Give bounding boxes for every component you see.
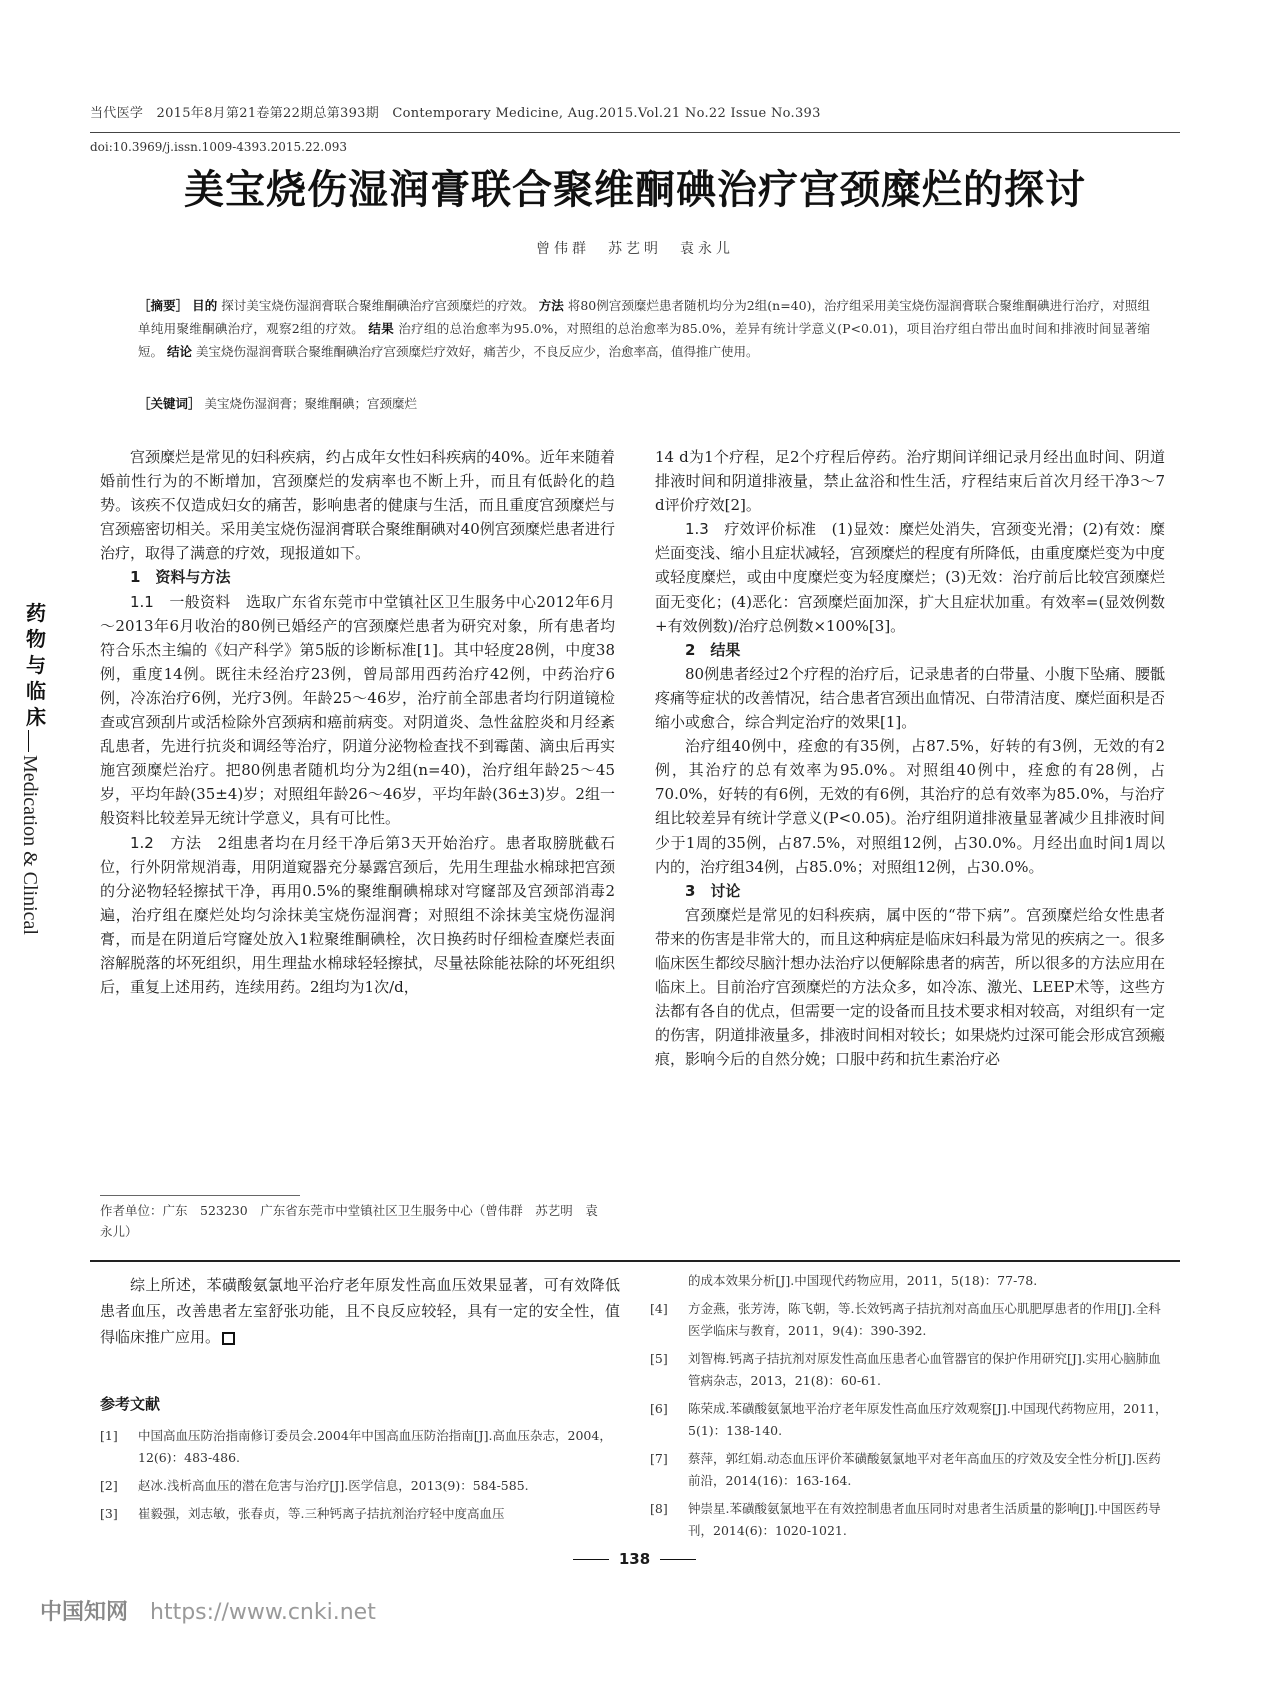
results-text: 治疗组的总治愈率为95.0%，对照组的总治愈率为85.0%，差异有统计学意义(P<0.01)，项目治疗组白带出血时间和排液时间显著缩短。 — [138, 321, 1150, 359]
subsection-1-3: 1.3 疗效评价标准 (1)显效：糜烂处消失，宫颈变光滑；(2)有效：糜烂面变浅、缩小且症状减轻，宫颈糜烂的程度有所降低，由重度糜烂变为中度或轻度糜烂，或由中度糜烂变为轻度糜烂；(3)无效：治疗前后比较宫颈糜烂面无变化；(4)恶化：宫颈糜烂面加深，扩大且症状加重。有效率=(显效例数+有效例数)/治疗总例数×100%[3]。 — [655, 520, 1166, 635]
reference-number: [8] — [650, 1501, 668, 1516]
right-column — [655, 445, 1165, 1071]
subsection-label: 1.1 一般资料 — [130, 592, 231, 611]
reference-number: [2] — [100, 1478, 118, 1493]
reference-number: [1] — [100, 1428, 118, 1443]
section-heading-1: 1 资料与方法 — [130, 568, 231, 587]
reference-text: 的成本效果分析[J].中国现代药物应用，2011，5(18)：77-78. — [688, 1273, 1038, 1288]
reference-number: [3] — [100, 1506, 118, 1521]
reference-item — [650, 1270, 1170, 1292]
reference-text: 方金燕，张芳涛，陈飞朝，等.长效钙离子拮抗剂对高血压心肌肥厚患者的作用[J].全科医学临床与教育，2011，9(4)：390-392. — [688, 1301, 1161, 1338]
reference-item — [100, 1475, 620, 1497]
methods-label: 方法 — [538, 298, 564, 313]
reference-text: 钟崇星.苯磺酸氨氯地平在有效控制患者血压同时对患者生活质量的影响[J].中国医药导刊，2014(6)：1020-1021. — [688, 1501, 1161, 1538]
reference-number: [6] — [650, 1401, 668, 1416]
header-rule — [90, 132, 1180, 133]
subsection-1-2: 1.2 方法 2组患者均在月经干净后第3天开始治疗。患者取膀胱截石位，行外阴常规消毒，用阴道窥器充分暴露宫颈后，先用生理盐水棉球把宫颈的分泌物轻轻擦拭干净，再用0.5%的聚维酮碘棉球对穹窿部及宫颈部消毒2遍，治疗组在糜烂处均匀涂抹美宝烧伤湿润膏；对照组不涂抹美宝烧伤湿润膏，而是在阴道后穹窿处放入1粒聚维酮碘栓，次日换药时仔细检查糜烂表面溶解脱落的坏死组织，用生理盐水棉球轻轻擦拭，尽量祛除能祛除的坏死组织后，重复上述用药，连续用药。2组均为1次/d， — [100, 833, 615, 997]
results-label: 结果 — [368, 321, 395, 336]
reference-number: [4] — [650, 1301, 668, 1316]
methods-text: 将80例宫颈糜烂患者随机均分为2组(n=40)，治疗组采用美宝烧伤湿润膏联合聚维酮碘进行治疗，对照组单纯用聚维酮碘治疗，观察2组的疗效。 — [138, 298, 1150, 336]
article-separator — [90, 1260, 1180, 1262]
conclusion-text: 美宝烧伤湿润膏联合聚维酮碘治疗宫颈糜烂疗效好，痛苦少，不良反应少，治愈率高，值得推广使用。 — [196, 344, 759, 359]
reference-text: 蔡萍，郭红娟.动态血压评价苯磺酸氨氯地平对老年高血压的疗效及安全性分析[J].医药前沿，2014(16)：163-164. — [688, 1451, 1161, 1488]
reference-number: [5] — [650, 1351, 668, 1366]
page-number: 138 — [0, 1550, 1269, 1568]
end-mark-icon — [222, 1332, 235, 1345]
doi: doi:10.3969/j.issn.1009-4393.2015.22.093 — [90, 140, 347, 154]
references-heading: 参考文献 — [100, 1395, 161, 1413]
references-right — [650, 1270, 1170, 1548]
results-paragraph-2: 治疗组40例中，痊愈的有35例，占87.5%，好转的有3例，无效的有2例，其治疗的总有效率为95.0%。对照组40例中，痊愈的有28例，占70.0%，好转的有6例，无效的有6例，其治疗的总有效率为85.0%，与治疗组比较差异有统计学意义(P<0.05)。治疗组阴道排液量显著减少且排液时间少于1周的35例，占87.5%，对照组12例，占30.0%。月经出血时间1周以内的，治疗组34例，占85.0%；对照组12例，占30.0%。 — [655, 737, 1165, 876]
continued-paragraph: 14 d为1个疗程，足2个疗程后停药。治疗期间详细记录月经出血时间、阴道排液时间和阴道排液量，禁止盆浴和性生活，疗程结束后首次月经干净3～7 d评价疗效[2]。 — [655, 448, 1165, 515]
subsection-label: 1.3 疗效评价标准 — [685, 520, 817, 539]
reference-number — [650, 1270, 688, 1292]
abstract-label: ［摘要］ — [138, 298, 189, 313]
reference-item — [650, 1298, 1170, 1342]
purpose-text: 探讨美宝烧伤湿润膏联合聚维酮碘治疗宫颈糜烂的疗效。 — [221, 298, 535, 313]
discussion-paragraph: 宫颈糜烂是常见的妇科疾病，属中医的“带下病”。宫颈糜烂给女性患者带来的伤害是非常大的，而且这种病症是临床妇科最为常见的疾病之一。很多临床医生都绞尽脑汁想办法治疗以便解除患者的病苦，所以很多的方法应用在临床上。目前治疗宫颈糜烂的方法众多，如冷冻、激光、LEEP术等，这些方法都有各自的优点，但需要一定的设备而且技术要求相对较高，对组织有一定的伤害，阴道排液量多，排液时间相对较长；如果烧灼过深可能会形成宫颈瘢痕，影响今后的自然分娩；口服中药和抗生素治疗必 — [655, 905, 1166, 1069]
cnki-url: https://www.cnki.net — [150, 1600, 376, 1625]
keywords-label: ［关键词］ — [138, 396, 201, 411]
side-divider — [28, 730, 29, 752]
reference-text: 崔毅强，刘志敏，张春贞，等.三种钙离子拮抗剂治疗轻中度高血压 — [138, 1506, 505, 1521]
reference-text: 刘智梅.钙离子拮抗剂对原发性高血压患者心血管器官的保护作用研究[J].实用心脑肺血管病杂志，2013，21(8)：60-61. — [688, 1351, 1161, 1388]
journal-header: 当代医学 2015年8月第21卷第22期总第393期 Contemporary Medicine, Aug.2015.Vol.21 No.22 Issue No.393 — [90, 106, 821, 121]
footnote-rule — [100, 1195, 300, 1196]
reference-item — [650, 1498, 1170, 1542]
left-column — [100, 445, 615, 999]
reference-item — [650, 1448, 1170, 1492]
purpose-label: 目的 — [192, 298, 218, 313]
reference-item — [650, 1398, 1170, 1442]
conclusion-label: 结论 — [167, 344, 193, 359]
reference-item — [100, 1503, 620, 1525]
reference-item — [650, 1348, 1170, 1392]
prev-article-conclusion: 综上所述，苯磺酸氨氯地平治疗老年原发性高血压效果显著，可有效降低患者血压，改善患者左室舒张功能，且不良反应较轻，具有一定的安全性，值得临床推广应用。 — [100, 1276, 620, 1346]
reference-item — [100, 1425, 620, 1469]
intro-paragraph: 宫颈糜烂是常见的妇科疾病，约占成年女性妇科疾病的40%。近年来随着婚前性行为的不断增加，宫颈糜烂的发病率也不断上升，而且有低龄化的趋势。该疾不仅造成妇女的痛苦，影响患者的健康与生活，而且重度宫颈糜烂与宫颈癌密切相关。采用美宝烧伤湿润膏联合聚维酮碘对40例宫颈糜烂患者进行治疗，取得了满意的疗效，现报道如下。 — [100, 448, 615, 563]
author-affiliation: 作者单位：广东 523230 广东省东莞市中堂镇社区卫生服务中心（曾伟群 苏艺明 袁永儿） — [100, 1203, 598, 1239]
subsection-1-1: 1.1 一般资料 选取广东省东莞市中堂镇社区卫生服务中心2012年6月～2013年6月收治的80例已婚经产的宫颈糜烂患者为研究对象，所有患者均符合乐杰主编的《妇产科学》第5版的诊断标准[1]。其中轻度28例，中度38例，重度14例。既往未经治疗23例，曾局部用西药治疗42例，中药治疗6例，冷冻治疗6例，光疗3例。年龄25～46岁，治疗前全部患者均行阴道镜检查或宫颈刮片或活检除外宫颈病和癌前病变。对阴道炎、急性盆腔炎和月经紊乱患者，先进行抗炎和调经等治疗，阴道分泌物检查找不到霉菌、滴虫后再实施宫颈糜烂治疗。把80例患者随机均分为2组(n=40)，治疗组年龄25～45岁，平均年龄(35±4)岁；对照组年龄26～46岁，平均年龄(36±3)岁。2组一般资料比较差异无统计学意义，具有可比性。 — [100, 592, 615, 828]
cnki-watermark — [40, 1595, 376, 1626]
section-heading-3: 3 讨论 — [685, 881, 741, 900]
results-paragraph-1: 80例患者经过2个疗程的治疗后，记录患者的白带量、小腹下坠痛、腰骶疼痛等症状的改善情况，结合患者宫颈出血情况、白带清洁度、糜烂面积是否缩小或愈合，综合判定治疗的效果[1]。 — [655, 664, 1166, 732]
references-left — [100, 1425, 620, 1531]
reference-text: 陈荣成.苯磺酸氨氯地平治疗老年原发性高血压疗效观察[J].中国现代药物应用，2011，5(1)：138-140. — [688, 1401, 1168, 1438]
reference-text: 赵冰.浅析高血压的潜在危害与治疗[J].医学信息，2013(9)：584-585. — [138, 1478, 529, 1493]
subsection-label: 1.2 方法 — [130, 833, 202, 852]
authors: 曾伟群 苏艺明 袁永儿 — [536, 241, 734, 257]
keywords — [138, 394, 1150, 412]
reference-text: 中国高血压防治指南修订委员会.2004年中国高血压防治指南[J].高血压杂志，2004，12(6)：483-486. — [138, 1428, 612, 1465]
abstract — [138, 294, 1150, 363]
section-heading-2: 2 结果 — [685, 640, 741, 659]
reference-number: [7] — [650, 1451, 668, 1466]
side-label-en: Medication & Clinical — [19, 755, 41, 935]
keywords-text: 美宝烧伤湿润膏；聚维酮碘；宫颈糜烂 — [204, 396, 418, 411]
cnki-logo: 中国知网 — [40, 1600, 129, 1625]
side-label-cn: 药 物 与 临 床 — [26, 601, 46, 729]
article-title: 美宝烧伤湿润膏联合聚维酮碘治疗宫颈糜烂的探讨 — [184, 166, 1086, 213]
